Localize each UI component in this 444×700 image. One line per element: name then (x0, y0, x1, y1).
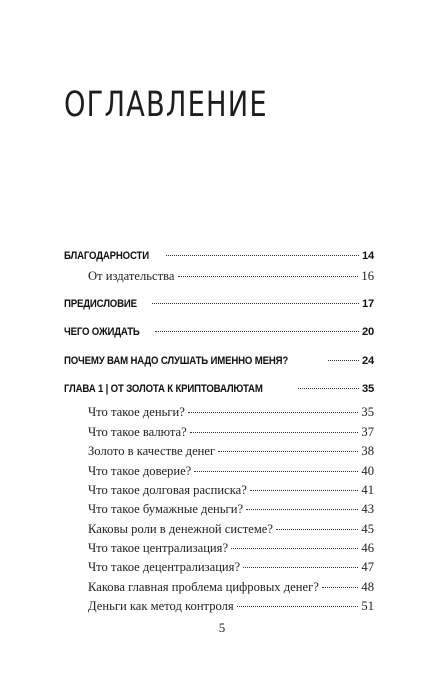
toc-leader-dots (178, 276, 359, 277)
toc-entry-label: Что такое бумажные деньги? (88, 502, 244, 517)
toc-entry-page: 17 (361, 297, 374, 310)
toc-entry-page: 14 (361, 250, 374, 262)
toc-entry (64, 541, 374, 560)
toc-entry (64, 298, 374, 317)
table-of-contents (64, 250, 374, 619)
toc-entry (64, 522, 374, 541)
toc-leader-dots (231, 548, 358, 549)
toc-leader-dots (322, 587, 359, 588)
toc-leader-dots (250, 490, 359, 491)
toc-entry-label: БЛАГОДАРНОСТИ (64, 250, 149, 262)
toc-entry-label: Что такое валюта? (88, 424, 187, 439)
toc-entry-label: Что такое долговая расписка? (88, 482, 247, 497)
toc-entry (64, 444, 374, 463)
toc-entry (64, 425, 374, 444)
toc-entry-page: 46 (361, 541, 374, 556)
toc-entry (64, 502, 374, 521)
toc-entry (64, 250, 374, 269)
toc-entry-label: Что такое централизация? (88, 541, 229, 556)
toc-entry-label: Что такое деньги? (88, 405, 185, 420)
toc-entry-page: 37 (361, 424, 374, 439)
toc-entry (64, 355, 374, 374)
page-title: ОГЛАВЛЕНИЕ (64, 85, 268, 125)
toc-entry-label: От издательства (88, 269, 175, 284)
toc-entry-page: 40 (361, 463, 374, 478)
toc-leader-dots (166, 255, 359, 256)
toc-leader-dots (194, 471, 358, 472)
toc-entry-page: 48 (361, 579, 374, 594)
toc-entry (64, 383, 374, 402)
toc-entry-page: 51 (361, 599, 374, 614)
toc-entry-label: ПОЧЕМУ ВАМ НАДО СЛУШАТЬ ИМЕННО МЕНЯ? (64, 354, 289, 367)
toc-entry (64, 326, 374, 345)
toc-leader-dots (190, 432, 359, 433)
toc-entry-page: 47 (361, 560, 374, 575)
toc-leader-dots (237, 606, 359, 607)
toc-entry (64, 464, 374, 483)
toc-entry (64, 580, 374, 599)
toc-leader-dots (246, 509, 358, 510)
toc-entry-label: Какова главная проблема цифровых денег? (88, 579, 319, 594)
toc-entry-page: 24 (361, 354, 374, 367)
toc-leader-dots (218, 451, 358, 452)
toc-entry-page: 45 (361, 521, 374, 536)
toc-entry-page: 35 (361, 405, 374, 420)
toc-entry-label: ГЛАВА 1 | ОТ ЗОЛОТА К КРИПТОВАЛЮТАМ (64, 382, 263, 395)
toc-leader-dots (298, 388, 359, 389)
toc-entry-page: 35 (361, 382, 374, 395)
toc-leader-dots (243, 567, 358, 568)
toc-leader-dots (276, 529, 358, 530)
toc-entry (64, 269, 374, 288)
toc-entry (64, 405, 374, 424)
toc-leader-dots (152, 303, 359, 304)
toc-entry-label: Золото в качестве денег (88, 444, 216, 459)
toc-entry-label: Деньги как метод контроля (88, 599, 234, 614)
toc-leader-dots (328, 360, 359, 361)
toc-entry (64, 599, 374, 618)
toc-entry-page: 41 (361, 482, 374, 497)
toc-entry-page: 38 (361, 444, 374, 459)
toc-entry-page: 20 (361, 326, 374, 339)
toc-entry-page: 16 (361, 269, 374, 284)
toc-entry (64, 560, 374, 579)
toc-entry-label: Каковы роли в денежной системе? (88, 521, 273, 536)
toc-entry-page: 43 (361, 502, 374, 517)
page-number: 5 (218, 620, 226, 635)
toc-entry-label: Что такое децентрализация? (88, 560, 241, 575)
toc-entry-label: ЧЕГО ОЖИДАТЬ (64, 326, 140, 339)
toc-leader-dots (188, 412, 359, 413)
toc-entry-label: ПРЕДИСЛОВИЕ (64, 297, 137, 310)
toc-entry-label: Что такое доверие? (88, 463, 192, 478)
toc-leader-dots (155, 331, 359, 332)
toc-entry (64, 483, 374, 502)
